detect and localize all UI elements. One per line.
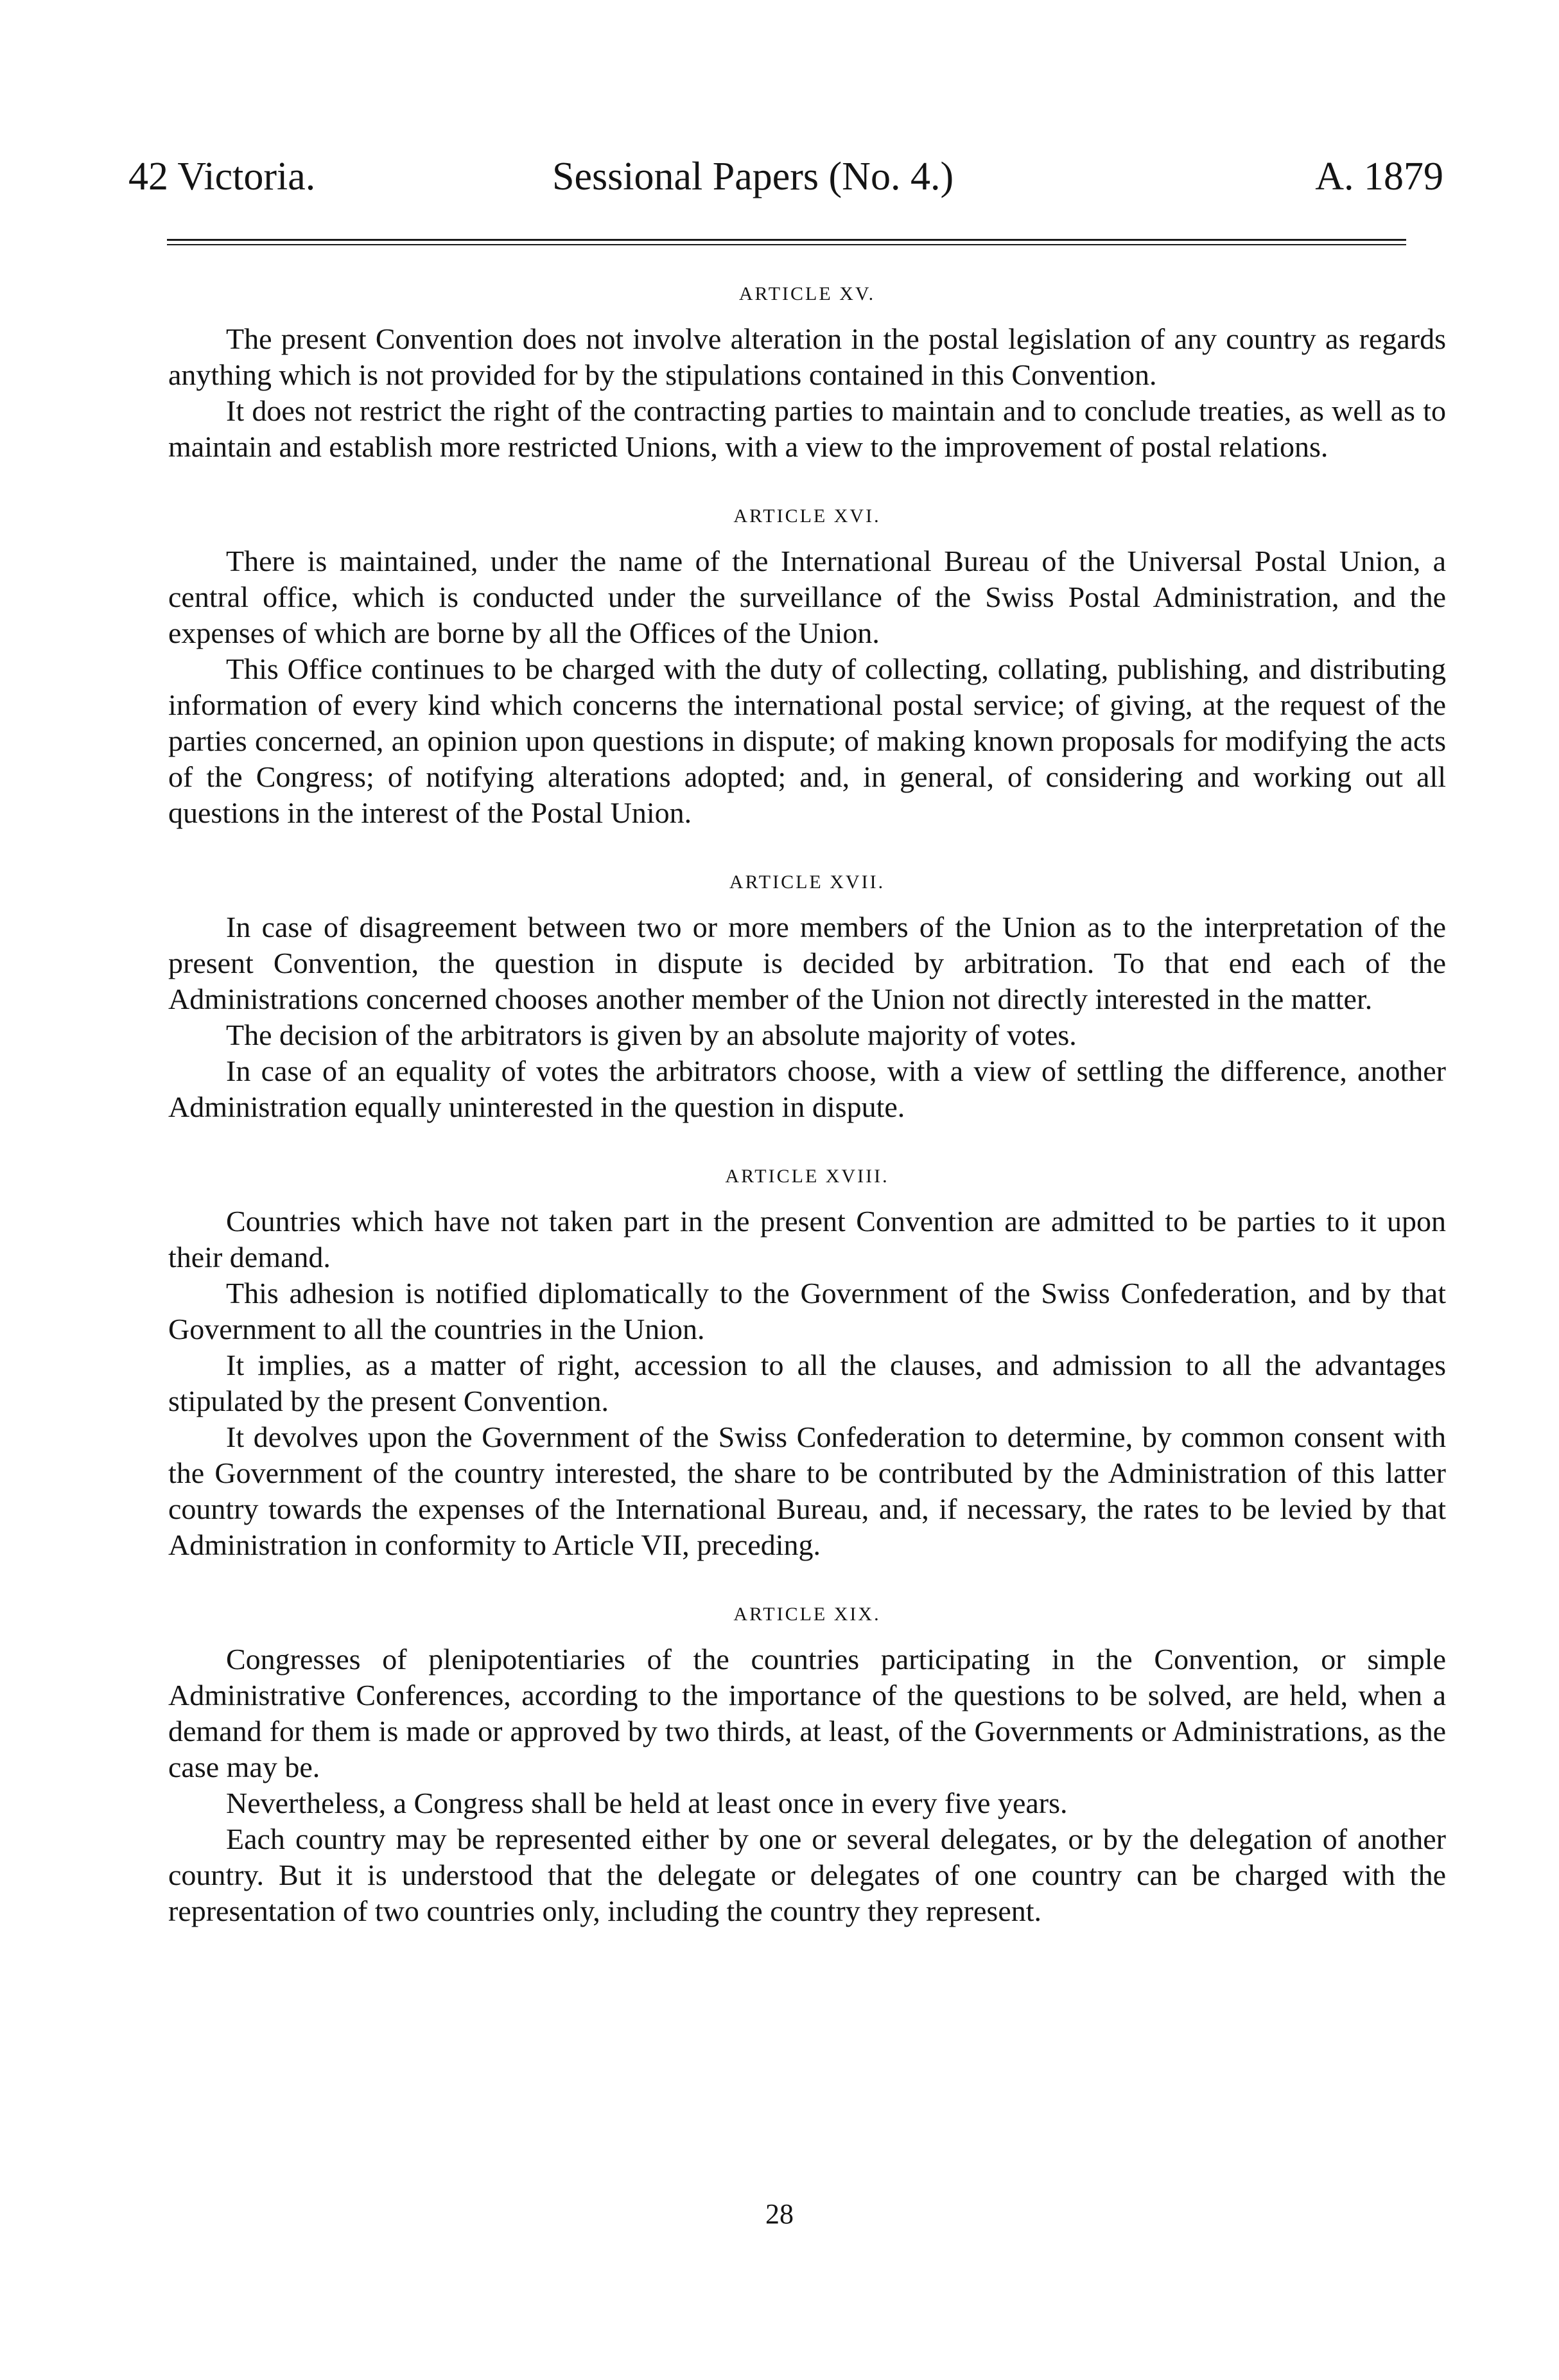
article-paragraph: Countries which have not taken part in the present Convention are admitted to be parties to it upon their demand. [168, 1205, 1446, 1273]
header-series-title: Sessional Papers (No. 4.) [552, 155, 954, 198]
article-xviii [168, 1157, 1446, 1563]
article-paragraph: It implies, as a matter of right, accession to all the clauses, and admission to all the advantages stipulated by the present Convention. [168, 1349, 1446, 1417]
article-xv [168, 275, 1446, 465]
header-regnal-year: 42 Victoria. [128, 155, 316, 198]
article-paragraph: Congresses of plenipotentiaries of the countries participating in the Convention, or simple Administrative Conferences, according to the importance of the questions to be solved, are held, when a demand for them is made or approved by two thirds, at least, of the Governments or Administrations, as the case may be. [168, 1643, 1446, 1783]
article-xvi [168, 497, 1446, 831]
article-heading: ARTICLE XIX. [733, 1604, 881, 1625]
article-xvii [168, 863, 1446, 1125]
article-paragraph: The decision of the arbitrators is given by an absolute majority of votes. [226, 1019, 1077, 1051]
article-paragraph: It does not restrict the right of the contracting parties to maintain and to conclude treaties, as well as to maintain and establish more restricted Unions, with a view to the improvement of postal relations. [168, 394, 1446, 463]
article-paragraph: The present Convention does not involve alteration in the postal legislation of any country as regards anything which is not provided for by the stipulations contained in this Convention. [168, 322, 1446, 391]
article-paragraph: It devolves upon the Government of the Swiss Confederation to determine, by common consent with the Government of the country interested, the share to be contributed by the Administration of this latter country towards the expenses of the International Bureau, and, if necessary, the rates to be levied by that Administration in conformity to Article VII, preceding. [168, 1421, 1446, 1561]
header-year: A. 1879 [1315, 155, 1443, 198]
article-paragraph: This adhesion is notified diplomatically to the Government of the Swiss Confederation, and by that Government to all the countries in the Union. [168, 1277, 1446, 1345]
running-head [128, 151, 1443, 202]
article-paragraph: In case of disagreement between two or more members of the Union as to the interpretation of the present Convention, the question in dispute is decided by arbitration. To that end each of the Administrations concerned chooses another member of the Union not directly interested in the matter. [168, 911, 1446, 1015]
article-xix [168, 1595, 1446, 1929]
page-number: 28 [765, 2198, 794, 2230]
article-paragraph: There is maintained, under the name of the International Bureau of the Universal Postal Union, a central office, which is conducted under the surveillance of the Swiss Postal Administration, and the expenses of which are borne by all the Offices of the Union. [168, 545, 1446, 649]
article-heading: ARTICLE XVII. [729, 871, 885, 893]
header-double-rule [167, 239, 1406, 245]
article-paragraph: Nevertheless, a Congress shall be held at least once in every five years. [226, 1787, 1068, 1819]
article-paragraph: Each country may be represented either by one or several delegates, or by the delegation of another country. But it is understood that the delegate or delegates of one country can be charged with the representation of two countries only, including the country they represent. [168, 1823, 1446, 1927]
article-heading: ARTICLE XV. [738, 283, 876, 304]
article-heading: ARTICLE XVI. [733, 505, 881, 527]
document-body [168, 275, 1446, 1929]
article-heading: ARTICLE XVIII. [725, 1166, 889, 1187]
article-paragraph: In case of an equality of votes the arbitrators choose, with a view of settling the difference, another Administration equally uninterested in the question in dispute. [168, 1054, 1446, 1123]
article-paragraph: This Office continues to be charged with the duty of collecting, collating, publishing, and distributing information of every kind which concerns the international postal service; of giving, at the request of the parties concerned, an opinion upon questions in dispute; of making known proposals for modifying the acts of the Congress; of notifying alterations adopted; and, in general, of considering and working out all questions in the interest of the Postal Union. [168, 652, 1446, 829]
